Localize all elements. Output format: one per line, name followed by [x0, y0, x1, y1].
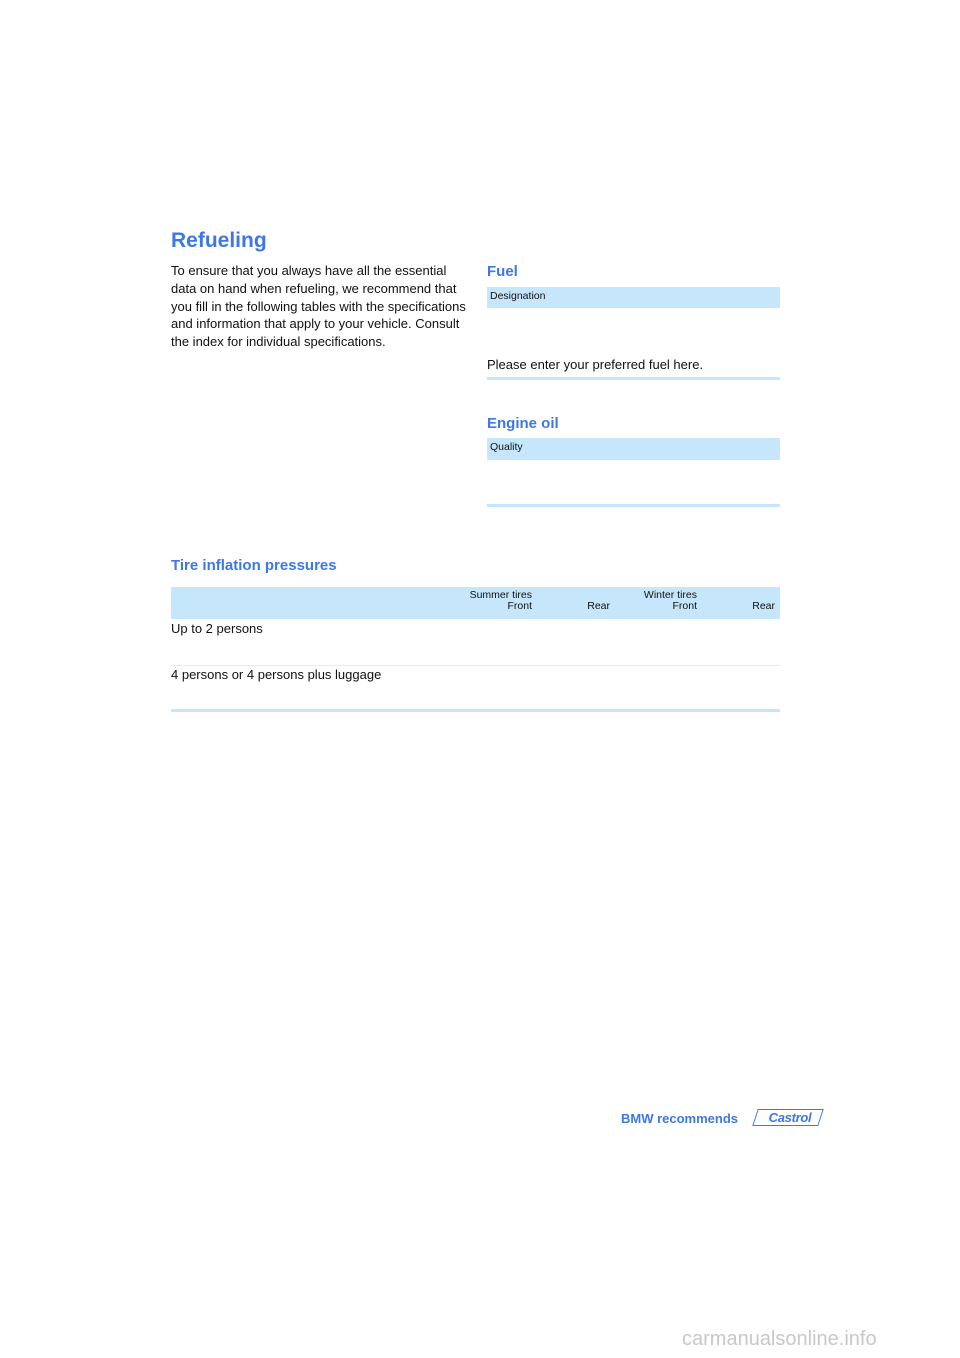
summer-front-label: Front — [507, 600, 532, 612]
fuel-heading: Fuel — [487, 263, 518, 280]
page-title: Refueling — [171, 229, 267, 252]
table-row: Up to 2 persons — [171, 621, 263, 636]
castrol-logo-text: Castrol — [768, 1110, 812, 1125]
bmw-recommends-text: BMW recommends — [621, 1111, 739, 1126]
tires-table-header — [171, 587, 780, 619]
winter-rear-label: Rear — [752, 600, 775, 612]
summer-tires-label: Summer tires — [469, 589, 532, 601]
fuel-note: Please enter your preferred fuel here. — [487, 357, 704, 372]
engine-oil-quality-label: Quality — [490, 441, 523, 453]
watermark: carmanualsonline.info — [682, 1328, 877, 1350]
tires-table-bottom-rule — [171, 709, 780, 712]
summer-rear-label: Rear — [587, 600, 610, 612]
tires-row-divider — [171, 665, 780, 666]
engine-oil-heading: Engine oil — [487, 415, 559, 432]
fuel-designation-label: Designation — [490, 290, 546, 302]
winter-front-label: Front — [672, 600, 697, 612]
winter-tires-label: Winter tires — [643, 589, 697, 601]
tires-heading: Tire inflation pressures — [171, 557, 337, 574]
fuel-designation-header — [487, 287, 780, 308]
engine-oil-quality-header — [487, 438, 780, 460]
fuel-table-bottom-rule — [487, 377, 780, 380]
table-row: 4 persons or 4 persons plus luggage — [171, 667, 382, 682]
intro-paragraph: To ensure that you always have all the essential data on hand when refueling, we recommend that you fill in the following tables with the specifications and information that apply to your vehicle. Consult the index for individual specifications. — [171, 263, 466, 350]
engine-oil-table-bottom-rule — [487, 504, 780, 507]
